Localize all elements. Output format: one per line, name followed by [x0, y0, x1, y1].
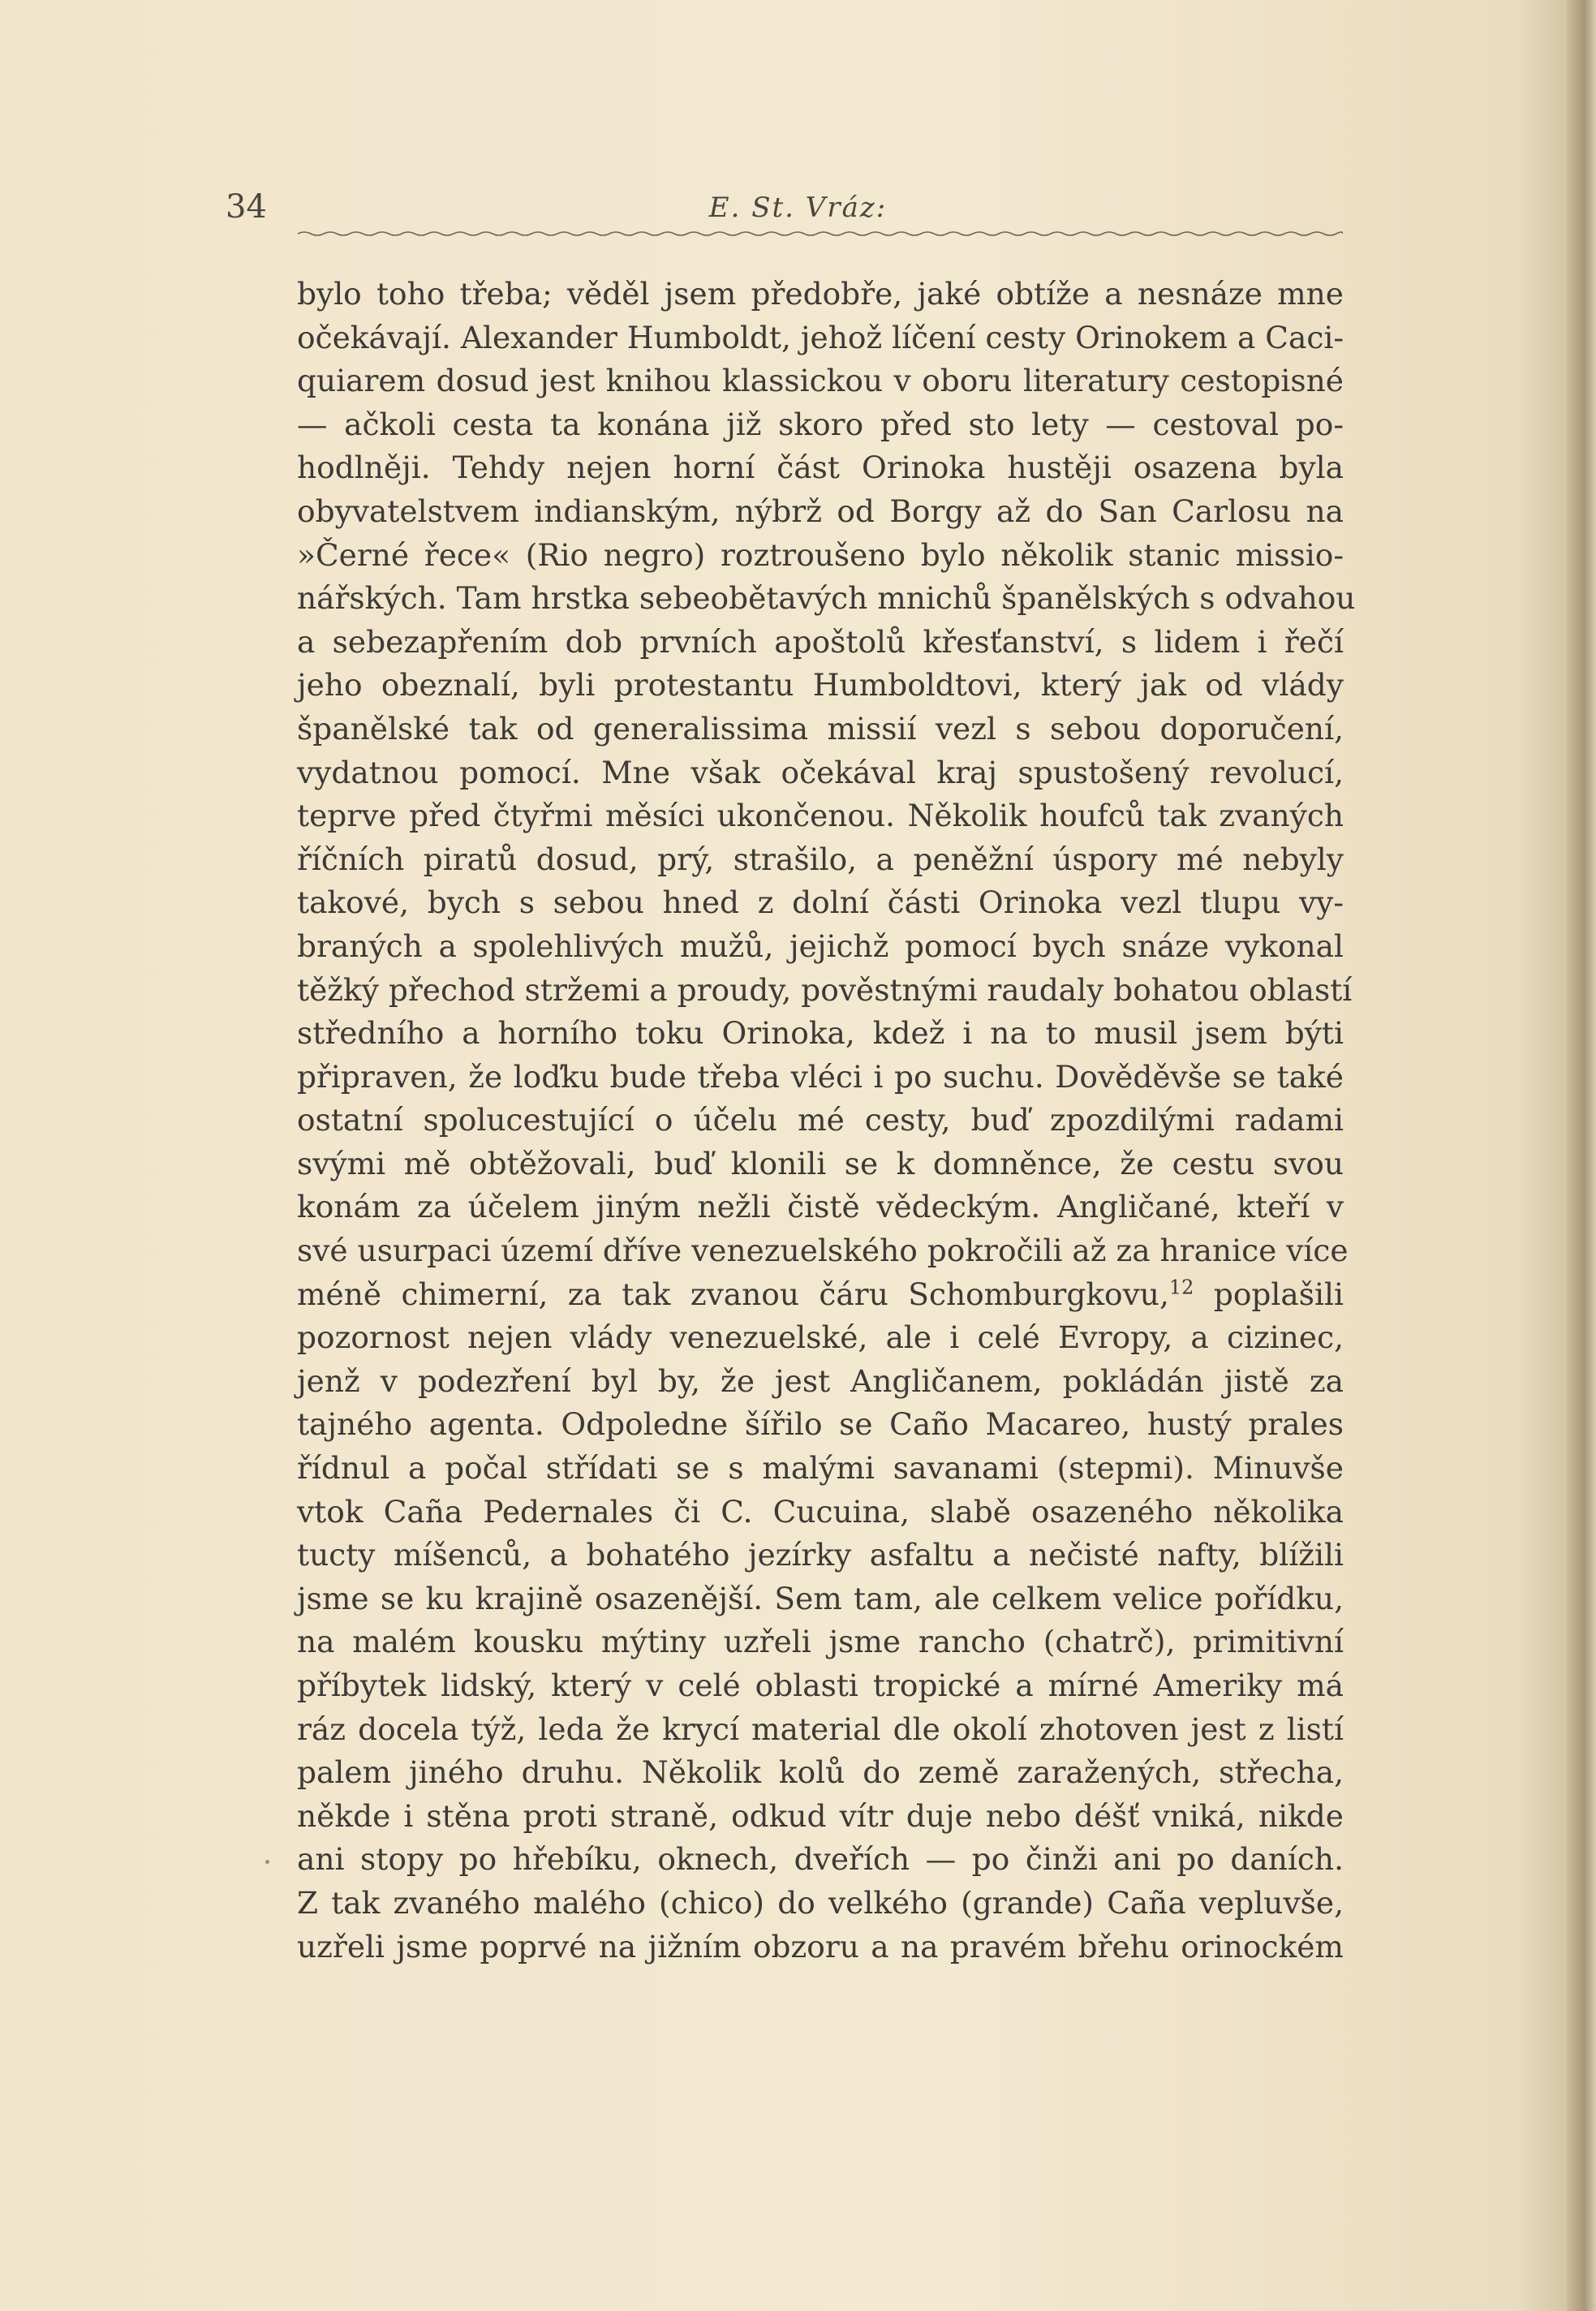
text-segment: poplašili: [1213, 1276, 1344, 1312]
text-line: svými mě obtěžovali, buď klonili se k domněnce, že cestu svou: [297, 1145, 1344, 1181]
text-line: jsme se ku krajině osazenější. Sem tam, ale celkem velice pořídku,: [297, 1580, 1344, 1616]
text-line: vtok Caña Pedernales či C. Cucuina, slabě osazeného několika: [297, 1493, 1344, 1530]
running-title: E. St. Vráz:: [708, 192, 888, 224]
text-line: příbytek lidský, který v celé oblasti tropické a mírné Ameriky má: [297, 1668, 1344, 1703]
text-line: obyvatelstvem indianským, nýbrž od Borgy až do San Carlosu na: [297, 493, 1344, 529]
text-line: uzřeli jsme poprvé na jižním obzoru a na pravém břehu orinockém: [297, 1928, 1344, 1965]
text-line: ráz docela týž, leda že krycí material dle okolí zhotoven jest z listí: [297, 1711, 1344, 1747]
text-line: očekávají. Alexander Humboldt, jehož líčení cesty Orinokem a Caci-: [297, 319, 1344, 355]
text-line: ostatní spolucestující o účelu mé cesty, buď zpozdilými radami: [297, 1102, 1344, 1138]
text-line: jeho obeznalí, byli protestantu Humboldtovi, který jak od vlády: [297, 667, 1344, 704]
page-number: 34: [226, 188, 267, 226]
text-line: hodlněji. Tehdy nejen horní část Orinoka hustěji osazena byla: [297, 450, 1344, 486]
text-line: španělské tak od generalissima missií vezl s sebou doporučení,: [297, 710, 1344, 747]
text-line: vydatnou pomocí. Mne však očekával kraj spustošený revolucí,: [297, 754, 1344, 790]
text-line: tajného agenta. Odpoledne šířilo se Caño Macareo, hustý prales: [297, 1406, 1344, 1443]
text-segment: méně chimerní, za tak zvanou čáru Schomburgkovu,: [297, 1276, 1169, 1312]
text-line: jenž v podezření byl by, že jest Angličanem, pokládán jistě za: [297, 1362, 1344, 1399]
text-line-with-footnote: [297, 1273, 1344, 1317]
text-line: středního a horního toku Orinoka, kdež i na to musil jsem býti: [297, 1015, 1344, 1052]
text-line: řídnul a počal střídati se s malými savanami (stepmi). Minuvše: [297, 1450, 1344, 1487]
text-line: říčních piratů dosud, prý, strašilo, a peněžní úspory mé nebyly: [297, 841, 1344, 877]
text-line: »Černé řece« (Rio negro) roztroušeno bylo několik stanic missio-: [297, 536, 1344, 573]
text-line: na malém kousku mýtiny uzřeli jsme rancho (chatrč), primitivní: [297, 1624, 1344, 1660]
text-line: těžký přechod stržemi a proudy, pověstnými raudaly bohatou oblastí: [297, 971, 1353, 1008]
text-line: někde i stěna proti straně, odkud vítr duje nebo déšť vniká, nikde: [297, 1797, 1344, 1834]
text-line: palem jiného druhu. Několik kolů do země zaražených, střecha,: [297, 1754, 1344, 1791]
text-line: Z tak zvaného malého (chico) do velkého (grande) Caña vepluvše,: [297, 1884, 1344, 1921]
text-line: konám za účelem jiným nežli čistě vědeckým. Angličané, kteří v: [297, 1189, 1344, 1225]
text-line: a sebezapřením dob prvních apoštolů křesťanství, s lidem i řečí: [297, 623, 1344, 660]
text-line: ani stopy po hřebíku, oknech, dveřích — po činži ani po daních.: [297, 1841, 1344, 1878]
text-line: braných a spolehlivých mužů, jejichž pomocí bych snáze vykonal: [297, 927, 1344, 964]
margin-speck: [265, 1860, 269, 1864]
body-text: [297, 273, 1356, 1969]
footnote-reference[interactable]: 12: [1168, 1276, 1194, 1299]
decorative-wavy-rule: [298, 229, 1343, 239]
text-line: tucty míšenců, a bohatého jezírky asfaltu a nečisté nafty, blížili: [297, 1537, 1344, 1573]
text-line: bylo toho třeba; věděl jsem předobře, jaké obtíže a nesnáze mne: [297, 276, 1344, 312]
text-line: nářských. Tam hrstka sebeobětavých mnichů španělských s odvahou: [297, 580, 1356, 617]
text-line: — ačkoli cesta ta konána již skoro před sto lety — cestoval po-: [297, 406, 1344, 442]
text-line: takové, bych s sebou hned z dolní části Orinoka vezl tlupu vy-: [297, 884, 1344, 921]
text-line: své usurpaci území dříve venezuelského pokročili až za hranice více: [297, 1233, 1349, 1269]
text-line: připraven, že loďku bude třeba vléci i po suchu. Dověděvše se také: [297, 1058, 1344, 1095]
text-line: quiarem dosud jest knihou klassickou v oboru literatury cestopisné: [297, 363, 1344, 399]
text-line: teprve před čtyřmi měsíci ukončenou. Několik houfců tak zvaných: [297, 798, 1344, 834]
book-spine-edge: [1567, 0, 1596, 2311]
text-line: pozornost nejen vlády venezuelské, ale i celé Evropy, a cizinec,: [297, 1319, 1344, 1356]
